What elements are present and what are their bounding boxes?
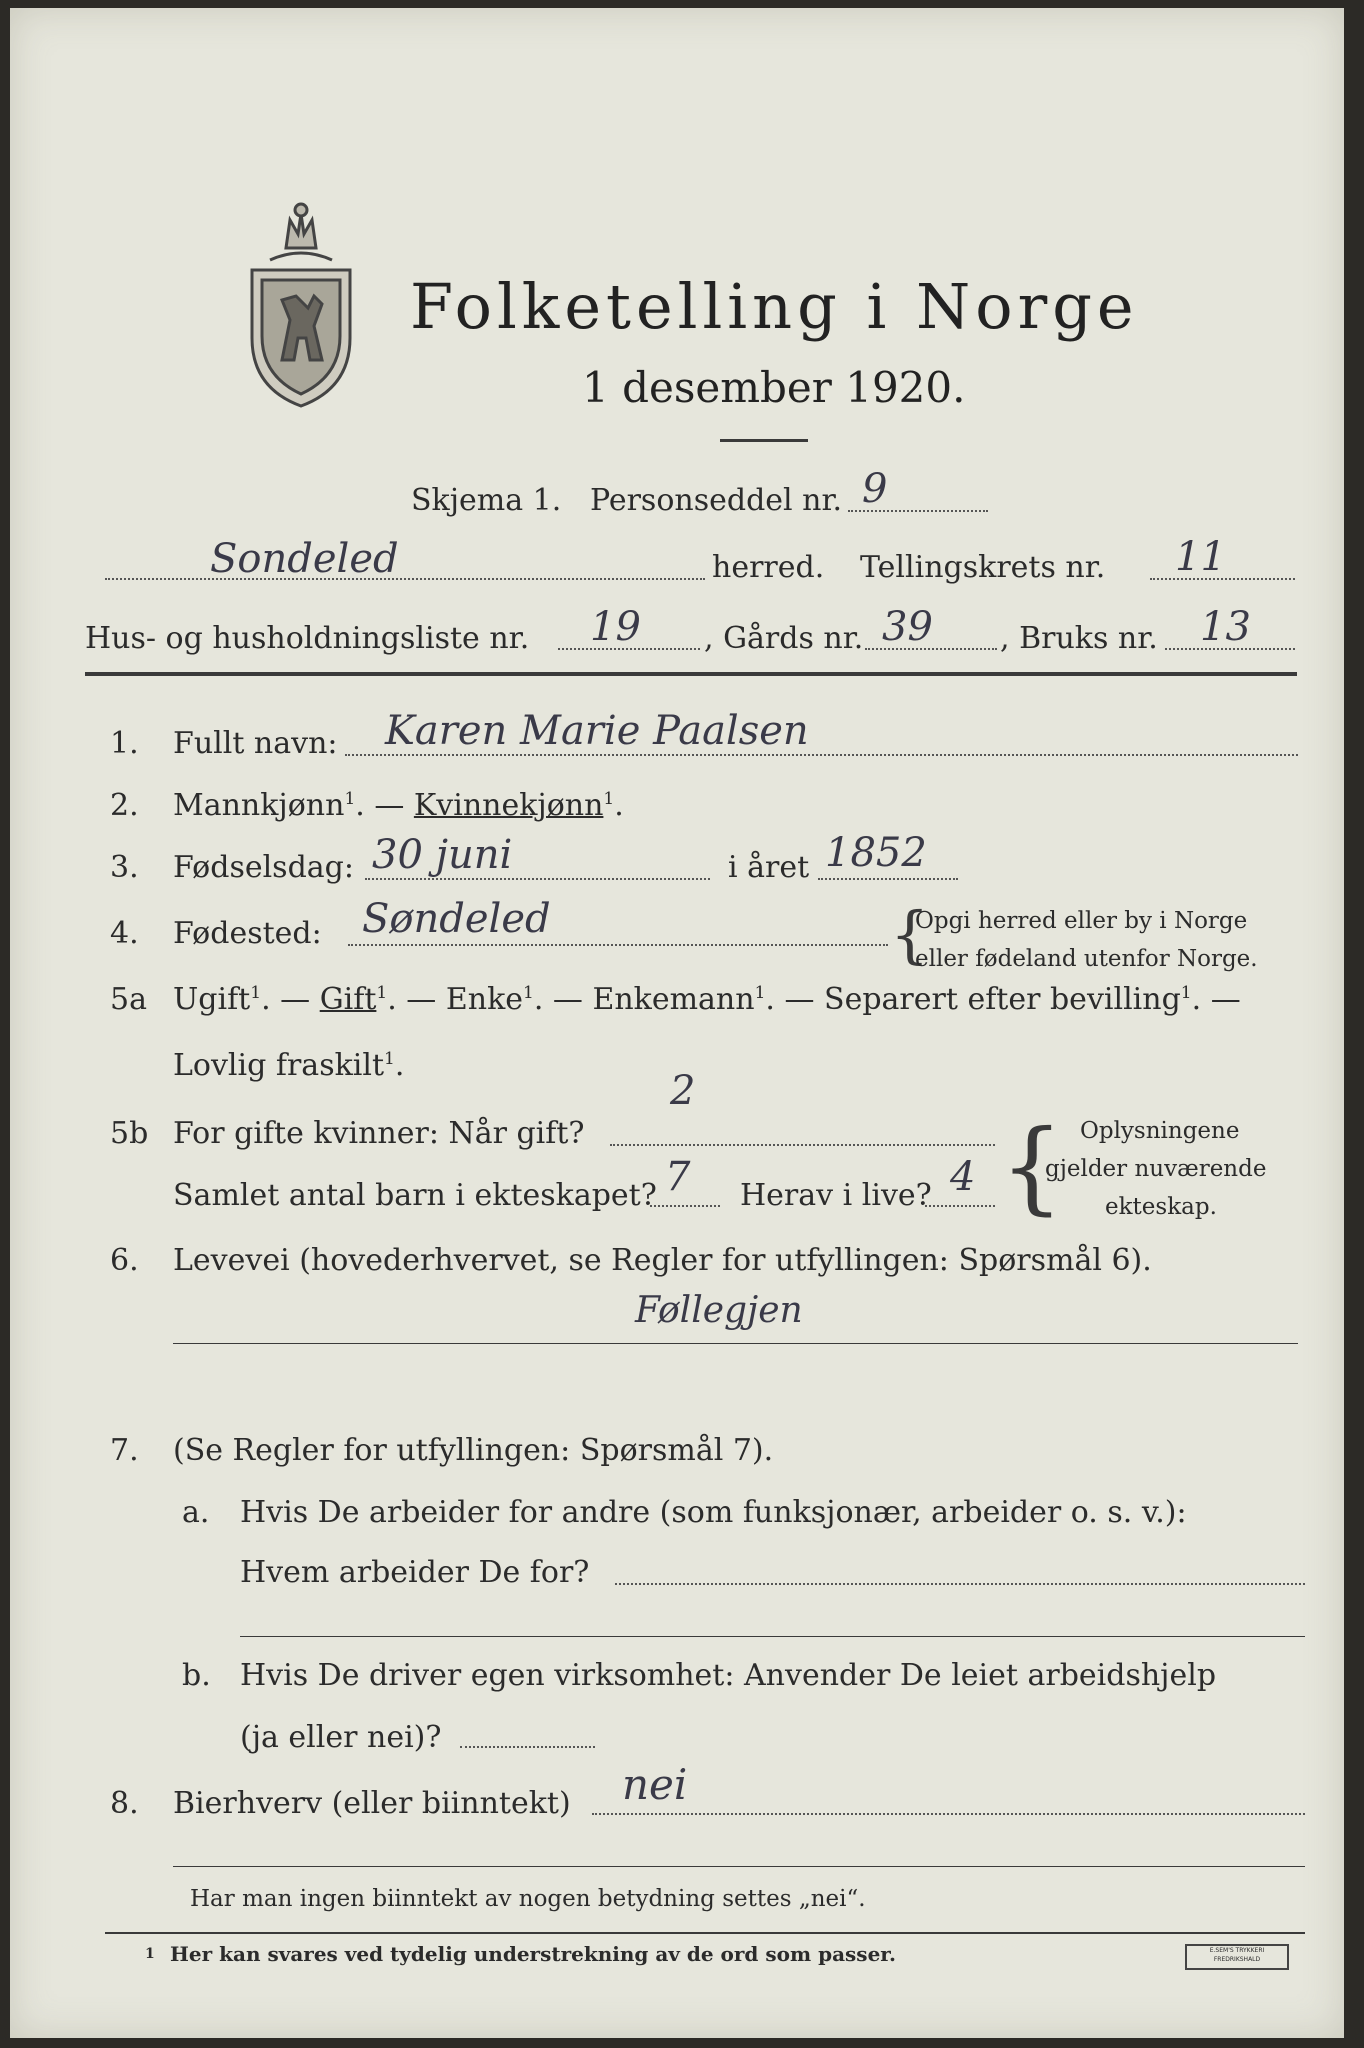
footnote-rule: [105, 1932, 1305, 1934]
q7b-line-2: (ja eller nei)?: [240, 1720, 442, 1755]
q4-brace: {: [890, 898, 930, 971]
q7-label: (Se Regler for utfyllingen: Spørsmål 7).: [173, 1433, 774, 1468]
q4-note-2: eller fødeland utenfor Norge.: [915, 946, 1258, 972]
header-rule: [85, 672, 1297, 676]
q5a-gift: Gift: [319, 982, 377, 1017]
q5b-line-1: [610, 1144, 995, 1146]
q5a-enke: Enke: [445, 982, 523, 1017]
q5b-label-3: Herav i live?: [740, 1178, 932, 1213]
q5b-note-3: ekteskap.: [1105, 1194, 1217, 1220]
q8-label: Bierhverv (eller biinntekt): [173, 1786, 571, 1821]
herred-value: Sondeled: [210, 536, 399, 582]
q5a-enkemann: Enkemann: [592, 982, 755, 1017]
q6-line: [173, 1343, 1298, 1344]
footnote-ref: 1: [603, 789, 615, 809]
q7a-answer-line: [615, 1583, 1305, 1585]
census-date: 1 desember 1920.: [582, 363, 966, 412]
bruks-label: , Bruks nr.: [1000, 621, 1158, 656]
q4-note-1: Opgi herred eller by i Norge: [915, 908, 1248, 934]
q2-number: 2.: [110, 788, 139, 823]
q5b-label-1: For gifte kvinner: Når gift?: [173, 1116, 585, 1151]
q5b-value-3: 4: [950, 1154, 976, 1200]
q5b-note-1: Oplysningene: [1080, 1118, 1240, 1144]
footnote-ref: 1: [250, 983, 262, 1003]
q4-number: 4.: [110, 916, 139, 951]
gards-value: 39: [882, 604, 933, 650]
footnote-ref: 1: [376, 983, 388, 1003]
q5a-separert: Separert efter bevilling: [824, 982, 1181, 1017]
q8-value: nei: [622, 1760, 688, 1809]
q6-label: Levevei (hovederhvervet, se Regler for utfyllingen: Spørsmål 6).: [173, 1243, 1152, 1278]
tellingskrets-value: 11: [1175, 534, 1226, 580]
q5b-label-2: Samlet antal barn i ekteskapet?: [173, 1178, 657, 1213]
q5a-ugift: Ugift: [173, 982, 251, 1017]
q2-male: Mannkjønn: [173, 788, 345, 823]
footnote-ref: 1: [754, 983, 766, 1003]
q1-line: [345, 754, 1298, 756]
schema-label: Skjema 1.: [411, 483, 562, 518]
q7a-line-1: Hvis De arbeider for andre (som funksjonær, arbeider o. s. v.):: [240, 1495, 1187, 1530]
q2-end: .: [614, 788, 624, 823]
q7b-number: b.: [182, 1658, 211, 1693]
q7a-extra-line: [240, 1636, 1305, 1637]
ingen-note: Har man ingen biinntekt av nogen betydning settes „nei“.: [190, 1886, 866, 1912]
q5b-number: 5b: [110, 1116, 149, 1151]
census-form-sheet: [10, 8, 1344, 2038]
q7b-line-1: Hvis De driver egen virksomhet: Anvender De leiet arbeidshjelp: [240, 1658, 1217, 1693]
q7b-answer-line: [460, 1746, 595, 1748]
q7-number: 7.: [110, 1433, 139, 1468]
herred-line: [105, 578, 705, 580]
coat-of-arms-icon: [242, 200, 360, 412]
footnote-ref: 1: [1180, 983, 1192, 1003]
form-title: Folketelling i Norge: [410, 270, 1139, 343]
husliste-value: 19: [590, 604, 641, 650]
q5b-brace: {: [1000, 1108, 1064, 1225]
q1-value: Karen Marie Paalsen: [385, 708, 809, 754]
title-divider: [720, 439, 808, 442]
herred-label: herred.: [712, 550, 825, 585]
q8-number: 8.: [110, 1786, 139, 1821]
q2-female: Kvinnekjønn: [413, 788, 604, 823]
tellingskrets-label: Tellingskrets nr.: [860, 550, 1106, 585]
q2-sep: . —: [355, 788, 414, 823]
q3-value: 30 juni: [372, 832, 513, 878]
husliste-label: Hus- og husholdningsliste nr.: [85, 621, 530, 656]
q8-extra-line: [173, 1866, 1305, 1867]
personseddel-value: 9: [862, 466, 888, 512]
q5b-value-1: 2: [670, 1068, 696, 1114]
q5b-value-2: 7: [665, 1154, 691, 1200]
gards-label: , Gårds nr.: [704, 621, 864, 656]
q5a-number: 5a: [110, 982, 147, 1017]
q4-line: [348, 944, 888, 946]
footnote-text: Her kan svares ved tydelig understrekning av de ord som passer.: [170, 1942, 896, 1966]
q3-line: [365, 878, 710, 880]
q3-year-label: i året: [728, 850, 810, 885]
footnote-ref: 1: [344, 789, 356, 809]
q7a-number: a.: [182, 1495, 210, 1530]
q1-number: 1.: [110, 726, 139, 761]
q4-value: Søndeled: [362, 896, 551, 942]
q6-value: Føllegjen: [635, 1290, 803, 1331]
footnote-ref: 1: [523, 983, 534, 1003]
q2-line: [173, 788, 624, 823]
q5a-line-2: Lovlig fraskilt$^1$.: [173, 1048, 405, 1083]
footnote-mark: 1: [145, 1946, 155, 1962]
q3-number: 3.: [110, 850, 139, 885]
q3-year-value: 1852: [825, 830, 927, 876]
bruks-value: 13: [1200, 604, 1251, 650]
q5a-fraskilt: Lovlig fraskilt: [173, 1048, 385, 1083]
q5b-line-2: [650, 1205, 720, 1207]
footnote-ref: 1: [384, 1049, 395, 1069]
printer-mark: E.SEM'S TRYKKERI FREDRIKSHALD: [1185, 1944, 1289, 1970]
q5a-line: Ugift$^1$. — Gift$^1$. — Enke$^1$. — Enkemann$^1$. — Separert efter bevilling$^1$. —: [173, 982, 1241, 1017]
q1-label: Fullt navn:: [173, 726, 338, 761]
q6-number: 6.: [110, 1243, 139, 1278]
q5b-note-2: gjelder nuværende: [1045, 1156, 1267, 1182]
q7a-line-2: Hvem arbeider De for?: [240, 1555, 590, 1590]
personseddel-label: Personseddel nr.: [590, 483, 843, 518]
q4-label: Fødested:: [173, 916, 322, 951]
q5b-line-3: [925, 1205, 995, 1207]
q3-year-line: [818, 878, 958, 880]
q8-line: [592, 1813, 1305, 1815]
q3-label: Fødselsdag:: [173, 850, 354, 885]
